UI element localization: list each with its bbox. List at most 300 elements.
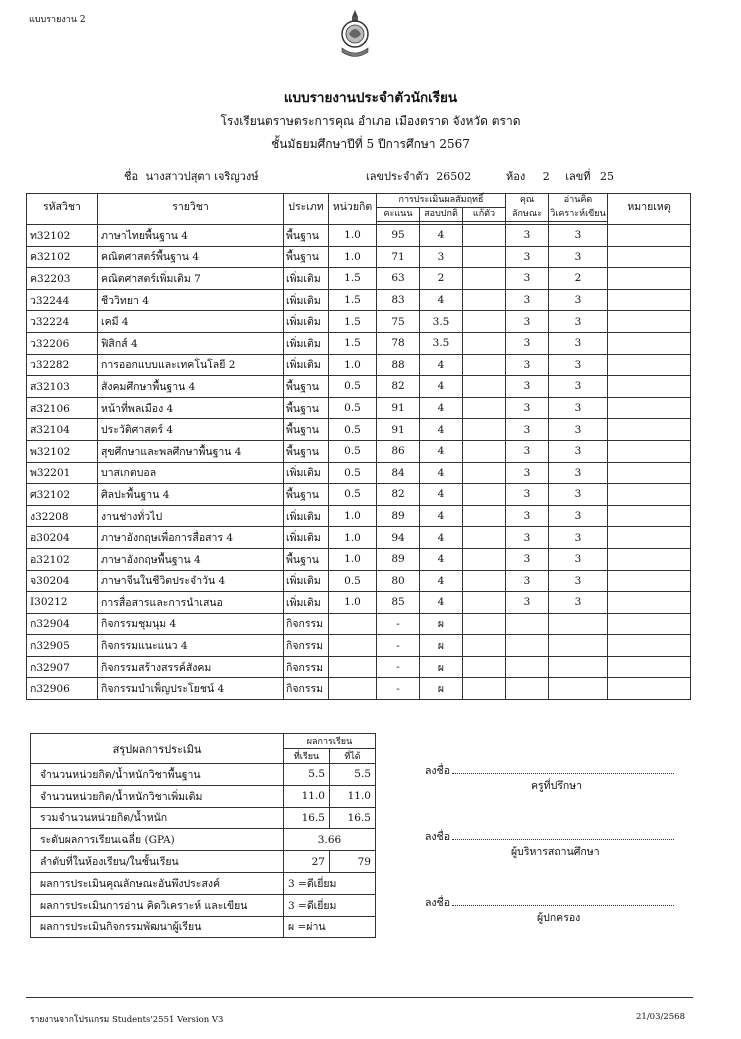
summary-row-rank xyxy=(31,851,376,873)
course-code: ก32907 xyxy=(27,656,98,678)
subject-name: ศิลปะพื้นฐาน 4 xyxy=(98,484,284,506)
course-character: 3 xyxy=(506,505,549,527)
table-row xyxy=(27,462,691,484)
course-score: 86 xyxy=(377,440,420,462)
course-character xyxy=(506,613,549,635)
course-remark xyxy=(608,268,691,290)
subject-name: หน้าที่พลเมือง 4 xyxy=(98,397,284,419)
table-row xyxy=(27,289,691,311)
course-type: กิจกรรม xyxy=(284,635,329,657)
footer-divider xyxy=(26,997,693,998)
course-grade: 4 xyxy=(420,397,463,419)
course-character: 3 xyxy=(506,440,549,462)
course-credits: 1.0 xyxy=(329,246,377,268)
signature-parent-title: ผู้ปกครอง xyxy=(537,912,581,924)
course-grade: 3 xyxy=(420,246,463,268)
course-type: พื้นฐาน xyxy=(284,419,329,441)
course-score: 91 xyxy=(377,397,420,419)
course-score: 63 xyxy=(377,268,420,290)
course-score: 71 xyxy=(377,246,420,268)
course-credits xyxy=(329,678,377,700)
grade-rows xyxy=(27,222,691,700)
course-type: เพิ่มเติม xyxy=(284,592,329,614)
student-number: 25 xyxy=(600,170,615,183)
course-grade: 4 xyxy=(420,354,463,376)
course-credits: 0.5 xyxy=(329,570,377,592)
course-type: เพิ่มเติม xyxy=(284,527,329,549)
signature-dots xyxy=(452,830,674,840)
course-remark xyxy=(608,376,691,398)
course-credits: 1.0 xyxy=(329,505,377,527)
table-row xyxy=(27,440,691,462)
course-code: ส32104 xyxy=(27,419,98,441)
course-remedial xyxy=(463,656,506,678)
course-code: ท32102 xyxy=(27,225,98,247)
character-label: ผลการประเมินคุณลักษณะอันพึงประสงค์ xyxy=(31,872,284,894)
course-code: ส32106 xyxy=(27,397,98,419)
course-credits: 0.5 xyxy=(329,419,377,441)
course-score: 83 xyxy=(377,289,420,311)
course-code: I30212 xyxy=(27,592,98,614)
course-grade: 4 xyxy=(420,462,463,484)
course-remark xyxy=(608,484,691,506)
table-row xyxy=(27,527,691,549)
subject-name: งานช่างทั่วไป xyxy=(98,505,284,527)
course-type: เพิ่มเติม xyxy=(284,311,329,333)
course-reading xyxy=(549,635,608,657)
course-remark xyxy=(608,678,691,700)
course-remedial xyxy=(463,592,506,614)
course-grade: 3.5 xyxy=(420,332,463,354)
subject-name: การสื่อสารและการนำเสนอ xyxy=(98,592,284,614)
course-type: พื้นฐาน xyxy=(284,484,329,506)
course-grade: 3.5 xyxy=(420,311,463,333)
course-remedial xyxy=(463,376,506,398)
course-character: 3 xyxy=(506,592,549,614)
course-credits: 1.0 xyxy=(329,225,377,247)
gpa-label: ระดับผลการเรียนเฉลี่ย (GPA) xyxy=(31,829,284,851)
table-row xyxy=(27,548,691,570)
course-reading: 3 xyxy=(549,592,608,614)
course-type: เพิ่มเติม xyxy=(284,505,329,527)
course-credits: 0.5 xyxy=(329,397,377,419)
header-reading-bottom: วิเคราะห์เขียน xyxy=(549,208,608,222)
footer-date: 21/03/2568 xyxy=(636,1012,685,1022)
course-score: - xyxy=(377,678,420,700)
course-grade: ผ xyxy=(420,613,463,635)
course-grade: 4 xyxy=(420,505,463,527)
course-reading: 3 xyxy=(549,225,608,247)
subject-name: สังคมศึกษาพื้นฐาน 4 xyxy=(98,376,284,398)
course-code: จ30204 xyxy=(27,570,98,592)
course-reading: 3 xyxy=(549,289,608,311)
course-remark xyxy=(608,462,691,484)
subject-name: สุขศึกษาและพลศึกษาพื้นฐาน 4 xyxy=(98,440,284,462)
signature-director-title: ผู้บริหารสถานศึกษา xyxy=(511,846,600,858)
course-score: - xyxy=(377,635,420,657)
course-grade: ผ xyxy=(420,678,463,700)
course-code: ว32244 xyxy=(27,289,98,311)
course-credits: 1.0 xyxy=(329,548,377,570)
course-remark xyxy=(608,656,691,678)
course-grade: ผ xyxy=(420,635,463,657)
course-remedial xyxy=(463,678,506,700)
grades-table xyxy=(26,193,691,700)
course-remark xyxy=(608,440,691,462)
course-credits: 1.0 xyxy=(329,592,377,614)
course-character: 3 xyxy=(506,354,549,376)
course-type: เพิ่มเติม xyxy=(284,332,329,354)
course-reading: 3 xyxy=(549,246,608,268)
subject-name: ชีววิทยา 4 xyxy=(98,289,284,311)
table-row xyxy=(27,505,691,527)
course-remark xyxy=(608,548,691,570)
summary-row-activity xyxy=(31,916,376,938)
student-id: 26502 xyxy=(436,170,472,183)
course-remark xyxy=(608,225,691,247)
course-code: ก32906 xyxy=(27,678,98,700)
course-grade: 4 xyxy=(420,527,463,549)
course-remedial xyxy=(463,225,506,247)
table-row xyxy=(27,354,691,376)
sign-label: ลงชื่อ xyxy=(425,831,450,843)
table-row xyxy=(27,225,691,247)
subject-name: เคมี 4 xyxy=(98,311,284,333)
form-code: แบบรายงาน 2 xyxy=(29,15,86,25)
course-remedial xyxy=(463,419,506,441)
header-code: รหัสวิชา xyxy=(27,194,98,222)
course-character: 3 xyxy=(506,484,549,506)
course-remark xyxy=(608,419,691,441)
course-remedial xyxy=(463,484,506,506)
header-score: คะแนน xyxy=(377,208,420,222)
course-reading: 3 xyxy=(549,332,608,354)
header-credits: หน่วยกิต xyxy=(329,194,377,222)
course-code: อ30204 xyxy=(27,527,98,549)
course-remedial xyxy=(463,548,506,570)
number-label: เลขที่ xyxy=(565,170,591,183)
header-subject: รายวิชา xyxy=(98,194,284,222)
summary-title: สรุปผลการประเมิน xyxy=(31,734,284,764)
subject-name: ภาษาอังกฤษเพื่อการสื่อสาร 4 xyxy=(98,527,284,549)
table-row xyxy=(27,635,691,657)
course-grade: 4 xyxy=(420,592,463,614)
course-type: พื้นฐาน xyxy=(284,548,329,570)
course-remedial xyxy=(463,397,506,419)
course-remark xyxy=(608,246,691,268)
summary-enrolled: 16.5 xyxy=(284,807,330,829)
course-code: ว32224 xyxy=(27,311,98,333)
course-reading: 3 xyxy=(549,527,608,549)
subject-name: กิจกรรมสร้างสรรค์สังคม xyxy=(98,656,284,678)
school-line: โรงเรียนตราษตระการคุณ อำเภอ เมืองตราด จังหวัด ตราด xyxy=(220,114,521,128)
course-code: พ32201 xyxy=(27,462,98,484)
footer-source: รายงานจากโปรแกรม Students'2551 Version V3 xyxy=(30,1015,224,1025)
course-grade: 4 xyxy=(420,548,463,570)
summary-enrolled: 11.0 xyxy=(284,785,330,807)
course-credits: 1.5 xyxy=(329,332,377,354)
course-reading: 3 xyxy=(549,570,608,592)
course-score: 75 xyxy=(377,311,420,333)
course-score: 80 xyxy=(377,570,420,592)
course-type: เพิ่มเติม xyxy=(284,354,329,376)
course-score: 85 xyxy=(377,592,420,614)
character-value: 3 =ดีเยี่ยม xyxy=(284,872,376,894)
course-credits: 1.5 xyxy=(329,268,377,290)
table-row xyxy=(27,246,691,268)
course-grade: 4 xyxy=(420,570,463,592)
course-remedial xyxy=(463,570,506,592)
course-reading xyxy=(549,613,608,635)
course-remedial xyxy=(463,505,506,527)
course-score: 94 xyxy=(377,527,420,549)
course-character xyxy=(506,635,549,657)
course-type: พื้นฐาน xyxy=(284,246,329,268)
course-code: ว32206 xyxy=(27,332,98,354)
summary-earned-header: ที่ได้ xyxy=(330,749,376,764)
summary-label: จำนวนหน่วยกิต/น้ำหนักวิชาเพิ่มเติม xyxy=(31,785,284,807)
course-type: เพิ่มเติม xyxy=(284,462,329,484)
course-score: 89 xyxy=(377,505,420,527)
course-credits: 1.5 xyxy=(329,289,377,311)
summary-earned: 11.0 xyxy=(330,785,376,807)
course-character: 3 xyxy=(506,311,549,333)
student-name-row xyxy=(124,167,259,185)
course-remark xyxy=(608,332,691,354)
summary-row-additional xyxy=(31,785,376,807)
subject-name: กิจกรรมบำเพ็ญประโยชน์ 4 xyxy=(98,678,284,700)
course-grade: 4 xyxy=(420,484,463,506)
course-reading: 3 xyxy=(549,505,608,527)
sign-label: ลงชื่อ xyxy=(425,765,450,777)
course-credits: 1.0 xyxy=(329,354,377,376)
course-score: 88 xyxy=(377,354,420,376)
summary-earned: 5.5 xyxy=(330,764,376,786)
course-reading: 3 xyxy=(549,311,608,333)
course-type: กิจกรรม xyxy=(284,613,329,635)
course-character: 3 xyxy=(506,268,549,290)
course-code: พ32102 xyxy=(27,440,98,462)
course-character: 3 xyxy=(506,332,549,354)
course-grade: 4 xyxy=(420,225,463,247)
subject-name: ภาษาไทยพื้นฐาน 4 xyxy=(98,225,284,247)
header-remedial: แก้ตัว xyxy=(463,208,506,222)
course-remark xyxy=(608,613,691,635)
course-reading: 3 xyxy=(549,397,608,419)
course-score: 95 xyxy=(377,225,420,247)
course-score: 84 xyxy=(377,462,420,484)
summary-earned: 16.5 xyxy=(330,807,376,829)
course-character xyxy=(506,656,549,678)
summary-enrolled-header: ที่เรียน xyxy=(284,749,330,764)
course-remedial xyxy=(463,332,506,354)
header-grade: สอบปกติ xyxy=(420,208,463,222)
header-remark: หมายเหตุ xyxy=(608,194,691,222)
activity-label: ผลการประเมินกิจกรรมพัฒนาผู้เรียน xyxy=(31,916,284,938)
course-score: 89 xyxy=(377,548,420,570)
course-remedial xyxy=(463,613,506,635)
course-remark xyxy=(608,570,691,592)
summary-label: จำนวนหน่วยกิต/น้ำหนักวิชาพื้นฐาน xyxy=(31,764,284,786)
course-reading: 3 xyxy=(549,376,608,398)
course-code: ว32282 xyxy=(27,354,98,376)
summary-table xyxy=(30,733,376,938)
table-row xyxy=(27,656,691,678)
sign-label: ลงชื่อ xyxy=(425,897,450,909)
course-character: 3 xyxy=(506,246,549,268)
summary-row-reading xyxy=(31,894,376,916)
course-grade: 4 xyxy=(420,289,463,311)
activity-value: ผ =ผ่าน xyxy=(284,916,376,938)
rank-label: ลำดับที่ในห้องเรียน/ในชั้นเรียน xyxy=(31,851,284,873)
table-row xyxy=(27,678,691,700)
report-title: แบบรายงานประจำตัวนักเรียน xyxy=(283,90,458,106)
course-score: 91 xyxy=(377,419,420,441)
course-character: 3 xyxy=(506,419,549,441)
course-remark xyxy=(608,592,691,614)
course-remark xyxy=(608,289,691,311)
course-type: พื้นฐาน xyxy=(284,397,329,419)
header-character-top: คุณ xyxy=(506,194,549,208)
course-reading: 3 xyxy=(549,484,608,506)
subject-name: ประวัติศาสตร์ 4 xyxy=(98,419,284,441)
reading-label: ผลการประเมินการอ่าน คิดวิเคราะห์ และเขียน xyxy=(31,894,284,916)
header-achievement: การประเมินผลสัมฤทธิ์ xyxy=(377,194,506,208)
course-code: ส32103 xyxy=(27,376,98,398)
course-credits: 0.5 xyxy=(329,462,377,484)
header-type: ประเภท xyxy=(284,194,329,222)
course-remark xyxy=(608,311,691,333)
header-reading-top: อ่านคิด xyxy=(549,194,608,208)
course-credits xyxy=(329,613,377,635)
course-reading: 3 xyxy=(549,462,608,484)
table-row xyxy=(27,592,691,614)
table-row xyxy=(27,484,691,506)
student-room-row xyxy=(506,167,614,185)
summary-row-basic xyxy=(31,764,376,786)
subject-name: ภาษาอังกฤษพื้นฐาน 4 xyxy=(98,548,284,570)
course-grade: 4 xyxy=(420,440,463,462)
course-remark xyxy=(608,527,691,549)
student-id-row xyxy=(366,167,471,185)
course-reading: 3 xyxy=(549,419,608,441)
class-line: ชั้นมัธยมศึกษาปีที่ 5 ปีการศึกษา 2567 xyxy=(271,137,470,151)
table-row xyxy=(27,570,691,592)
course-character xyxy=(506,678,549,700)
course-score: 82 xyxy=(377,484,420,506)
subject-name: กิจกรรมแนะแนว 4 xyxy=(98,635,284,657)
signature-advisor-title: ครูที่ปรึกษา xyxy=(531,780,583,792)
course-remedial xyxy=(463,268,506,290)
table-row xyxy=(27,311,691,333)
table-row xyxy=(27,376,691,398)
course-credits xyxy=(329,635,377,657)
course-character: 3 xyxy=(506,570,549,592)
subject-name: ภาษาจีนในชีวิตประจำวัน 4 xyxy=(98,570,284,592)
subject-name: คณิตศาสตร์พื้นฐาน 4 xyxy=(98,246,284,268)
course-character: 3 xyxy=(506,289,549,311)
course-remedial xyxy=(463,527,506,549)
room-label: ห้อง xyxy=(506,170,526,183)
course-reading: 3 xyxy=(549,354,608,376)
table-row xyxy=(27,332,691,354)
subject-name: ฟิสิกส์ 4 xyxy=(98,332,284,354)
course-code: ค32102 xyxy=(27,246,98,268)
course-character: 3 xyxy=(506,225,549,247)
course-remark xyxy=(608,505,691,527)
gpa-value: 3.66 xyxy=(284,829,376,851)
course-code: ก32904 xyxy=(27,613,98,635)
course-reading xyxy=(549,656,608,678)
course-remedial xyxy=(463,246,506,268)
reading-value: 3 =ดีเยี่ยม xyxy=(284,894,376,916)
course-remedial xyxy=(463,635,506,657)
course-remedial xyxy=(463,289,506,311)
course-grade: 4 xyxy=(420,419,463,441)
course-character: 3 xyxy=(506,548,549,570)
course-remark xyxy=(608,635,691,657)
subject-name: การออกแบบและเทคโนโลยี 2 xyxy=(98,354,284,376)
rank-class: 27 xyxy=(284,851,330,873)
table-row xyxy=(27,268,691,290)
header-character-bottom: ลักษณะ xyxy=(506,208,549,222)
table-row xyxy=(27,419,691,441)
course-code: ค32203 xyxy=(27,268,98,290)
course-reading xyxy=(549,678,608,700)
course-type: กิจกรรม xyxy=(284,678,329,700)
course-credits: 0.5 xyxy=(329,376,377,398)
course-credits: 1.0 xyxy=(329,527,377,549)
summary-row-gpa xyxy=(31,829,376,851)
course-score: 78 xyxy=(377,332,420,354)
course-remark xyxy=(608,397,691,419)
course-grade: 2 xyxy=(420,268,463,290)
course-remedial xyxy=(463,354,506,376)
course-remark xyxy=(608,354,691,376)
course-score: 82 xyxy=(377,376,420,398)
summary-label: รวมจำนวนหน่วยกิต/น้ำหนัก xyxy=(31,807,284,829)
course-remedial xyxy=(463,311,506,333)
course-reading: 3 xyxy=(549,440,608,462)
summary-result-header: ผลการเรียน xyxy=(284,734,376,749)
name-label: ชื่อ xyxy=(124,170,139,183)
rank-level: 79 xyxy=(330,851,376,873)
course-remedial xyxy=(463,440,506,462)
course-character: 3 xyxy=(506,397,549,419)
course-credits: 0.5 xyxy=(329,440,377,462)
course-grade: ผ xyxy=(420,656,463,678)
course-type: เพิ่มเติม xyxy=(284,289,329,311)
course-reading: 3 xyxy=(549,548,608,570)
course-character: 3 xyxy=(506,462,549,484)
summary-enrolled: 5.5 xyxy=(284,764,330,786)
course-code: ก32905 xyxy=(27,635,98,657)
signature-dots xyxy=(452,896,674,906)
course-type: พื้นฐาน xyxy=(284,376,329,398)
course-reading: 2 xyxy=(549,268,608,290)
subject-name: บาสเกตบอล xyxy=(98,462,284,484)
course-code: อ32102 xyxy=(27,548,98,570)
subject-name: คณิตศาสตร์เพิ่มเติม 7 xyxy=(98,268,284,290)
course-type: กิจกรรม xyxy=(284,656,329,678)
course-type: พื้นฐาน xyxy=(284,225,329,247)
school-emblem-icon xyxy=(338,8,372,60)
course-type: พื้นฐาน xyxy=(284,440,329,462)
course-code: ง32208 xyxy=(27,505,98,527)
course-remedial xyxy=(463,462,506,484)
student-name: นางสาวปสุตา เจริญวงษ์ xyxy=(145,170,259,183)
table-row xyxy=(27,613,691,635)
